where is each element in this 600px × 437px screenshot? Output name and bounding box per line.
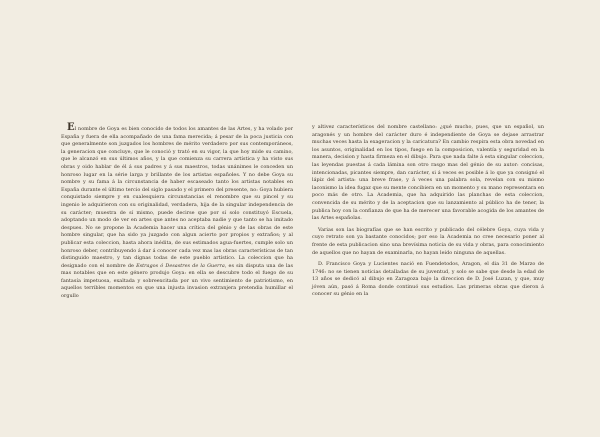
biographies-paragraph: Varias son las biografías que se han escrito y publicado del célebre Goya, cuya vida y cuyo retrato son ya bastante conocidos; por eso la Academia no cree necesario poner al frente de esta publicacion sino una brevísima noticia de su vida y obras, para conocimiento de aquellos que no hayan de examinarla, no hayan leido ninguna de aquellas.: [312, 226, 544, 256]
goya-biography-paragraph: D. Francisco Goya y Lucientes nació en Fuendetodos, Aragon, el dia 31 de Marzo de 1746: no se tienen noticias detalladas de su juventud, y solo se sabe que desde la edad de 13 años se dedicó al dibujo en Zaragoza bajo la direccion de D. José Luzan, y que, muy jóven aún, pasó á Roma donde continuó sus estudios. Las primeras obras que dieron á conocer su génio en la: [312, 261, 544, 298]
drop-cap: E: [67, 122, 75, 133]
right-column: [312, 124, 544, 379]
intro-paragraph: [61, 124, 293, 301]
continuation-paragraph: y altivez característicos del nombre castellano: ¿qué mucho, pues, que un español, un aragonés y un hombre del carácter duro é independiente de Goya se dejase arrastrar muchas veces hasta la exageracion y la caricatura? En cambio respira esta obra novedad en los asuntos, originalidad en los tipos, fuego en la composicion, valentía y seguridad en la manera, decision y hasta firmeza en el dibujo. Para que nada falte á esta singular coleccion, las leyendas puestas á cada lámina son otro rasgo mas del génio de su autor: concisas, intencionadas, picantes siempre, dan carácter, si á veces es posible á lo que ya consignó el lápiz del artista: una breve frase, y á veces una palabra sola, revelan con su mismo laconismo la idea fugaz que su mente concibiera en un momento y su mano representara en poco más de otro. La Academia, que ha adquirido las planchas de esta coleccion, convencida de su mérito y de la aceptacion que su lanzamiento al público ha de tener, la publica hoy con la confianza de que ha de merecer una favorable acogida de los amantes de las Artes españolas.: [312, 124, 544, 222]
text-columns: [61, 124, 544, 379]
intro-text: l nombre de Goya es bien conocido de todos los amantes de las Artes, y ha volado por España y fuera de ella acompañado de una fama merecida; á pesar de la poca justicia con que generalmente son juzgados los hombres de mérito verdadero por sus contemporáneos, la generacion que concluye, que le conoció y trató en su vigor, la que hoy mide su camino, que le alcanzó en sus últimos años, y la que comienza su carrera artística y ha visto sus obras y oido hablar de él á sus padres y á sus maestros, todas unánimes le conceden un honroso lugar en la série larga y brillante de los artistas españoles. Y no debe Goya su nombre y su fama á la circunstancia de haber escaseado tanto los artistas notables en España durante el último tercio del siglo pasado y el primero del presente, no: Goya hubiera conquistado siempre y en cualesquiera circunstancias el renombre que su pincel y su ingenio le adquirieron con su originalidad, verdadera, hija de la singular independencia de su carácter; muestra de sí mismo, puede decirse que por sí solo constituyó Escuela, adoptando un modo de ver en artes que antes no aceptaba nadie y que tanto se ha imitado despues. No se propone la Academia hacer una crítica del génio y de las obras de este hombre singular, que ha sido ya juzgado con algun acierto por propios y extraños; y al publicar esta coleccion, hasta ahora inédita, de sus estimados agua-fuertes, cumple solo un honroso deber, contribuyendo á dar á conocer cada vez mas las obras características de tan distinguido maestro, y tan dignas todas de este pueblo artístico. La coleccion que ha designado con el nombre de: [61, 126, 293, 269]
intro-text-tail: , es sin disputa una de las mas notables que en este género produjo Goya: en ella se descubre todo el fuego de su fantasía impetuosa, exaltada y sobreexcitada por un vivo sentimiento de patriotismo, en aquellos terribles momentos en que una injusta invasion extranjera pretendia humillar el orgullo: [61, 262, 293, 300]
collection-title: Estragos ó Desastres de la Guerra: [136, 262, 225, 269]
left-column: [61, 124, 293, 379]
